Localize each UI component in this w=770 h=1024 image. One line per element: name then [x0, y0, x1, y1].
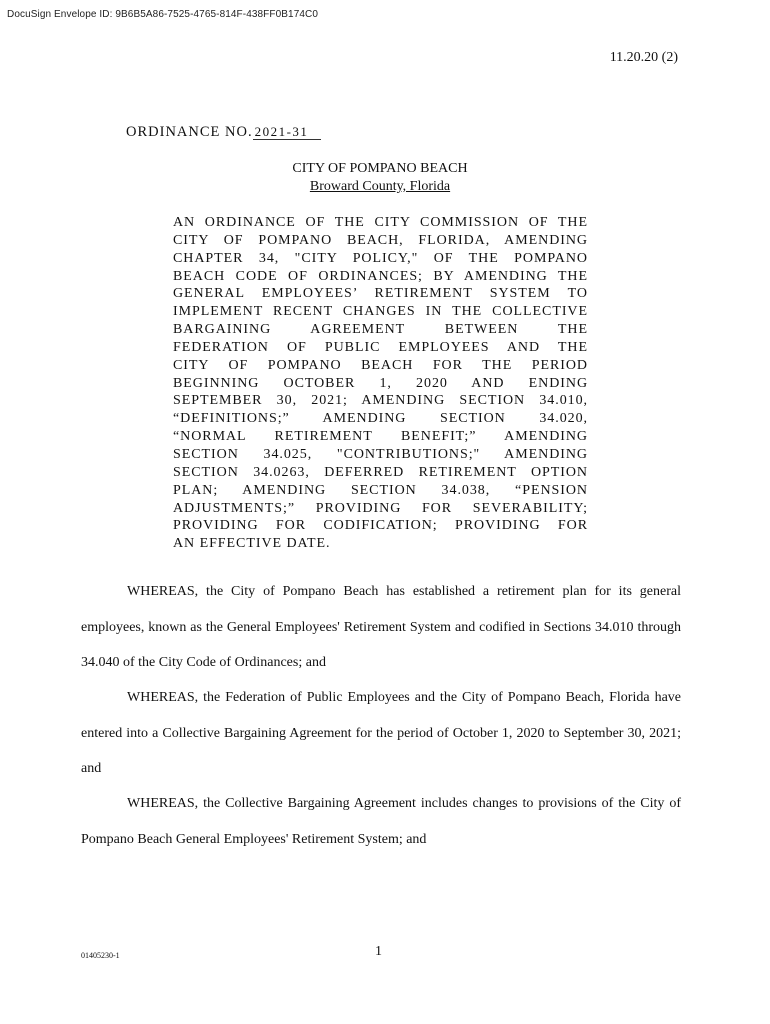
- caption-line: CITY OF POMPANO BEACH FOR THE PERIOD: [173, 357, 588, 373]
- county-name: Broward County, Florida: [309, 179, 451, 194]
- ordinance-number: 2021-31: [253, 125, 321, 140]
- whereas-text: WHEREAS, the Collective Bargaining Agreement includes changes to provisions of the City of Pompano Beach General Employees' Retirement System; and: [81, 796, 681, 847]
- caption-line: ADJUSTMENTS;” PROVIDING FOR SEVERABILITY;: [173, 500, 588, 516]
- caption-line: SEPTEMBER 30, 2021; AMENDING SECTION 34.010,: [173, 393, 588, 409]
- caption-line: FEDERATION OF PUBLIC EMPLOYEES AND THE: [173, 339, 588, 355]
- whereas-paragraph: [81, 574, 681, 681]
- document-code: 01405230-1: [81, 951, 120, 960]
- whereas-paragraph: [81, 786, 681, 857]
- caption-line: IMPLEMENT RECENT CHANGES IN THE COLLECTIVE: [173, 304, 588, 320]
- document-version: 11.20.20 (2): [609, 50, 678, 65]
- caption-line: BARGAINING AGREEMENT BETWEEN THE: [173, 322, 588, 338]
- page-number: 1: [375, 944, 382, 959]
- whereas-text: WHEREAS, the City of Pompano Beach has established a retirement plan for its general employees, known as the General Employees' Retirement System and codified in Sections 34.010 through 34.040 of the City Code of Ordinances; and: [81, 584, 681, 670]
- caption-line: “NORMAL RETIREMENT BENEFIT;” AMENDING: [173, 429, 588, 445]
- ordinance-label: ORDINANCE NO.: [126, 124, 253, 140]
- city-heading: [0, 161, 770, 177]
- ordinance-number-line: [126, 124, 321, 141]
- caption-line: SECTION 34.0263, DEFERRED RETIREMENT OPTION: [173, 464, 588, 480]
- caption-line: AN ORDINANCE OF THE CITY COMMISSION OF THE: [173, 215, 588, 230]
- caption-line: AN EFFECTIVE DATE.: [173, 536, 331, 552]
- city-name: CITY OF POMPANO BEACH: [292, 161, 468, 176]
- docusign-envelope-id: DocuSign Envelope ID: 9B6B5A86-7525-4765-814F-438FF0B174C0: [7, 9, 318, 20]
- caption-line: SECTION 34.025, "CONTRIBUTIONS;" AMENDING: [173, 446, 588, 462]
- caption-line: “DEFINITIONS;” AMENDING SECTION 34.020,: [173, 411, 588, 427]
- caption-line: PROVIDING FOR CODIFICATION; PROVIDING FOR: [173, 518, 588, 534]
- caption-line: BEACH CODE OF ORDINANCES; BY AMENDING THE: [173, 268, 588, 284]
- caption-line: PLAN; AMENDING SECTION 34.038, “PENSION: [173, 482, 588, 498]
- county-heading: [0, 179, 770, 195]
- caption-line: CITY OF POMPANO BEACH, FLORIDA, AMENDING: [173, 232, 588, 248]
- caption-line: GENERAL EMPLOYEES’ RETIREMENT SYSTEM TO: [173, 286, 588, 302]
- ordinance-caption: [173, 214, 588, 553]
- caption-line: BEGINNING OCTOBER 1, 2020 AND ENDING: [173, 375, 588, 391]
- caption-line: CHAPTER 34, "CITY POLICY," OF THE POMPANO: [173, 250, 588, 266]
- whereas-paragraph: [81, 680, 681, 787]
- whereas-text: WHEREAS, the Federation of Public Employees and the City of Pompano Beach, Florida have entered into a Collective Bargaining Agreement for the period of October 1, 2020 to September 30, 2021; and: [81, 690, 681, 776]
